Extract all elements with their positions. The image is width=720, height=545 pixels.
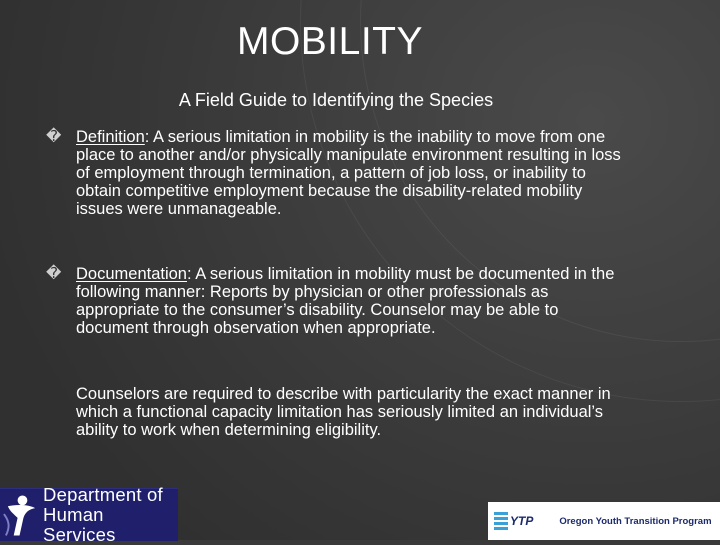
otp-label: Oregon Youth Transition Program [559, 515, 712, 527]
dhs-figure-icon [2, 492, 39, 538]
dhs-logo [0, 484, 178, 545]
bullet-marker-icon: � [46, 265, 62, 282]
definition-term: Definition [76, 128, 145, 146]
eligibility-note: Counselors are required to describe with particularity the exact manner in which a functional capacity limitation has seriously limited an individual’s ability to work when determining eligibility. [76, 385, 611, 439]
dhs-line-1: Department of [43, 484, 163, 505]
slide-title: MOBILITY [236, 20, 424, 63]
definition-text: : A serious limitation in mobility is the inability to move from one place to another and/or physically manipulate environment resulting in loss of employment through termination, a pattern of job loss, or inability to obtain competitive employment because the disability-related mobility issues were unmanageable. [76, 128, 621, 218]
dhs-wordmark [43, 485, 178, 545]
documentation-text: : A serious limitation in mobility must be documented in the following manner: Reports by physician or other professionals as appropriate to the consumer’s disability. Counselor may be able to document through observation when appropriate. [76, 265, 615, 337]
ytp-stripes-icon [494, 506, 508, 536]
definition-paragraph [76, 128, 632, 218]
ytp-logo [488, 502, 720, 540]
slide-subtitle: A Field Guide to Identifying the Species [178, 90, 494, 110]
bullet-marker-icon: � [46, 128, 62, 145]
ytp-label: YTP [510, 514, 534, 528]
documentation-paragraph [76, 265, 632, 337]
dhs-line-2: Human Services [43, 504, 116, 545]
documentation-term: Documentation [76, 265, 187, 283]
